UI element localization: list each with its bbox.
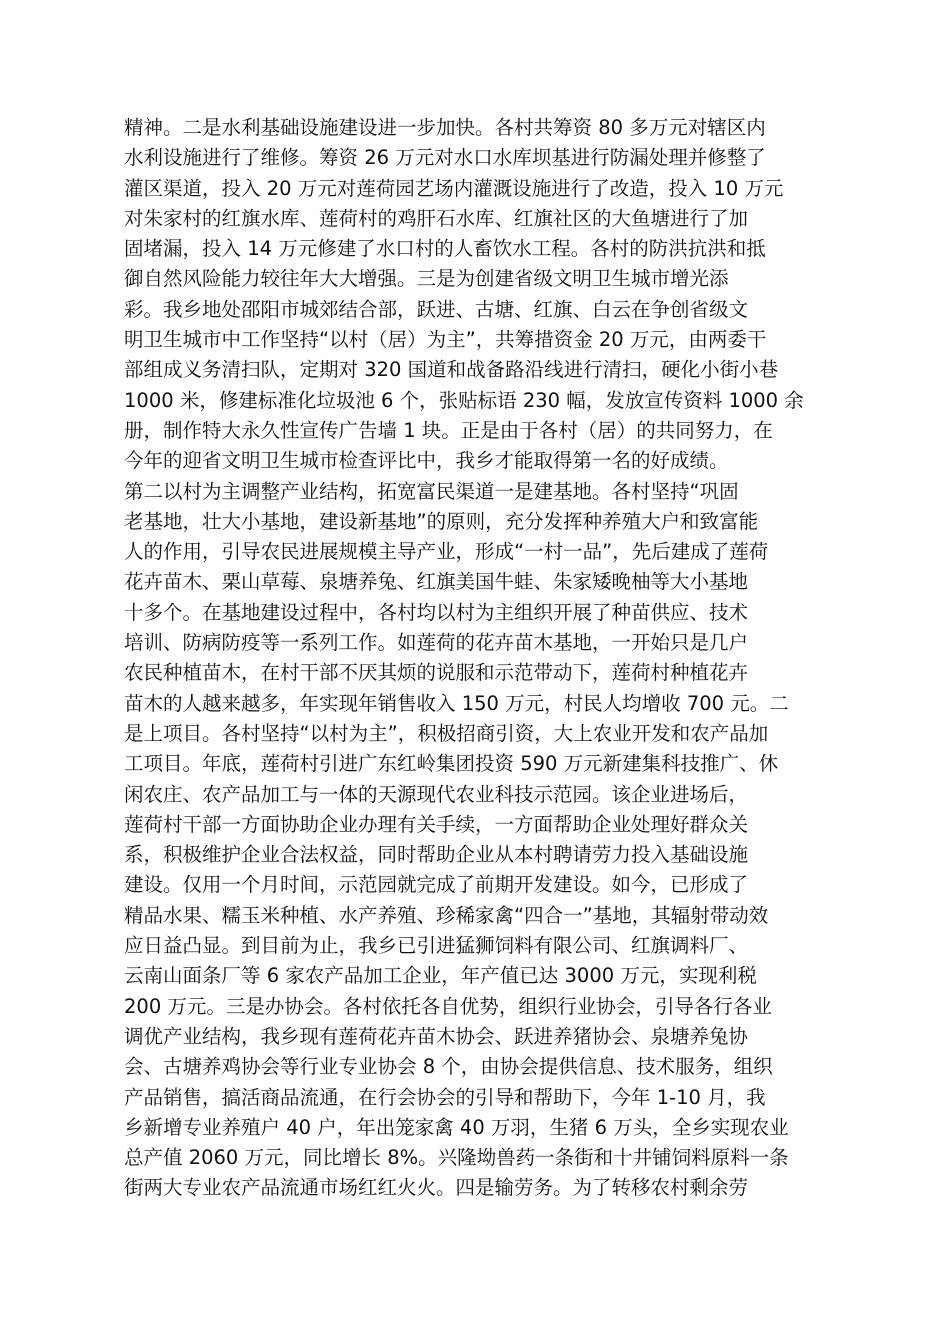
text-line: 应日益凸显。到目前为止，我乡已引进猛狮饲料有限公司、红旗调料厂、 <box>124 934 749 958</box>
text-line: 明卫生城市中工作坚持“以村（居）为主”，共筹措资金 20 万元，由两委干 <box>124 328 767 352</box>
text-line: 御自然风险能力较往年大大增强。三是为创建省级文明卫生城市增光添 <box>124 267 729 291</box>
text-line: 工项目。年底，莲荷村引进广东红岭集团投资 590 万元新建集科技推广、休 <box>124 752 779 776</box>
text-line: 200 万元。三是办协会。各村依托各自优势，组织行业协会，引导各行各业 <box>124 994 772 1018</box>
text-line: 莲荷村干部一方面协助企业办理有关手续，一方面帮助企业处理好群众关 <box>124 812 749 836</box>
text-line: 十多个。在基地建设过程中，各村均以村为主组织开展了种苗供应、技术 <box>124 600 749 624</box>
text-line: 人的作用，引导农民进展规模主导产业，形成“一村一品”，先后建成了莲荷 <box>124 540 769 564</box>
text-line: 培训、防病防疫等一系列工作。如莲荷的花卉苗木基地，一开始只是几户 <box>124 631 749 655</box>
text-line: 街两大专业农产品流通市场红红火火。四是输劳务。为了转移农村剩余劳 <box>124 1176 749 1200</box>
text-line: 苗木的人越来越多，年实现年销售收入 150 万元，村民人均增收 700 元。二 <box>124 691 789 715</box>
text-line: 第二以村为主调整产业结构，拓宽富民渠道一是建基地。各村坚持“巩固 <box>124 479 739 503</box>
text-line: 闲农庄、农产品加工与一体的天源现代农业科技示范园。该企业进场后， <box>124 782 749 806</box>
text-line: 系，积极维护企业合法权益，同时帮助企业从本村聘请劳力投入基础设施 <box>124 843 749 867</box>
text-line: 精品水果、糯玉米种植、水产养殖、珍稀家禽“四合一”基地，其辐射带动效 <box>124 903 769 927</box>
text-line: 农民种植苗木，在村干部不厌其烦的说服和示范带动下，莲荷村种植花卉 <box>124 661 749 685</box>
text-line: 会、古塘养鸡协会等行业专业协会 8 个，由协会提供信息、技术服务，组织 <box>124 1055 773 1079</box>
text-line: 是上项目。各村坚持“以村为主”，积极招商引资，大上农业开发和农产品加 <box>124 721 769 745</box>
text-line: 花卉苗木、栗山草莓、泉塘养兔、红旗美国牛蛙、朱家矮晚柚等大小基地 <box>124 570 749 594</box>
text-line: 云南山面条厂等 6 家农产品加工企业，年产值已达 3000 万元，实现利税 <box>124 964 757 988</box>
text-line: 今年的迎省文明卫生城市检查评比中，我乡才能取得第一名的好成绩。 <box>124 449 729 473</box>
text-line: 1000 米，修建标准化垃圾池 6 个，张贴标语 230 幅，发放宣传资料 1000 余 <box>124 388 804 412</box>
text-line: 建设。仅用一个月时间，示范园就完成了前期开发建设。如今，已形成了 <box>124 873 749 897</box>
text-line: 彩。我乡地处邵阳市城郊结合部，跃进、古塘、红旗、白云在争创省级文 <box>124 297 749 321</box>
text-line: 调优产业结构，我乡现有莲荷花卉苗木协会、跃进养猪协会、泉塘养兔协 <box>124 1024 749 1048</box>
text-line: 总产值 2060 万元，同比增长 8%。兴隆坳兽药一条街和十井铺饲料原料一条 <box>124 1146 789 1170</box>
text-line: 产品销售，搞活商品流通，在行会协会的引导和帮助下，今年 1-10 月，我 <box>124 1085 766 1109</box>
text-line: 册，制作特大永久性宣传广告墙 1 块。正是由于各村（居）的共同努力，在 <box>124 418 773 442</box>
text-line: 部组成义务清扫队，定期对 320 国道和战备路沿线进行清扫，硬化小街小巷 <box>124 358 779 382</box>
body-text <box>124 113 836 1204</box>
text-line: 精神。二是水利基础设施建设进一步加快。各村共筹资 80 多万元对辖区内 <box>124 116 766 139</box>
text-line: 灌区渠道，投入 20 万元对莲荷园艺场内灌溉设施进行了改造，投入 10 万元 <box>124 176 784 200</box>
text-line: 对朱家村的红旗水库、莲荷村的鸡肝石水库、红旗社区的大鱼塘进行了加 <box>124 206 749 230</box>
text-line: 固堵漏，投入 14 万元修建了水口村的人畜饮水工程。各村的防洪抗洪和抵 <box>124 237 766 261</box>
text-line: 老基地，壮大小基地，建设新基地”的原则，充分发挥种养殖大户和致富能 <box>124 509 759 533</box>
text-line: 水利设施进行了维修。筹资 26 万元对水口水库坝基进行防漏处理并修整了 <box>124 146 766 170</box>
text-line: 乡新增专业养殖户 40 户，年出笼家禽 40 万羽，生猪 6 万头，全乡实现农业 <box>124 1115 789 1139</box>
